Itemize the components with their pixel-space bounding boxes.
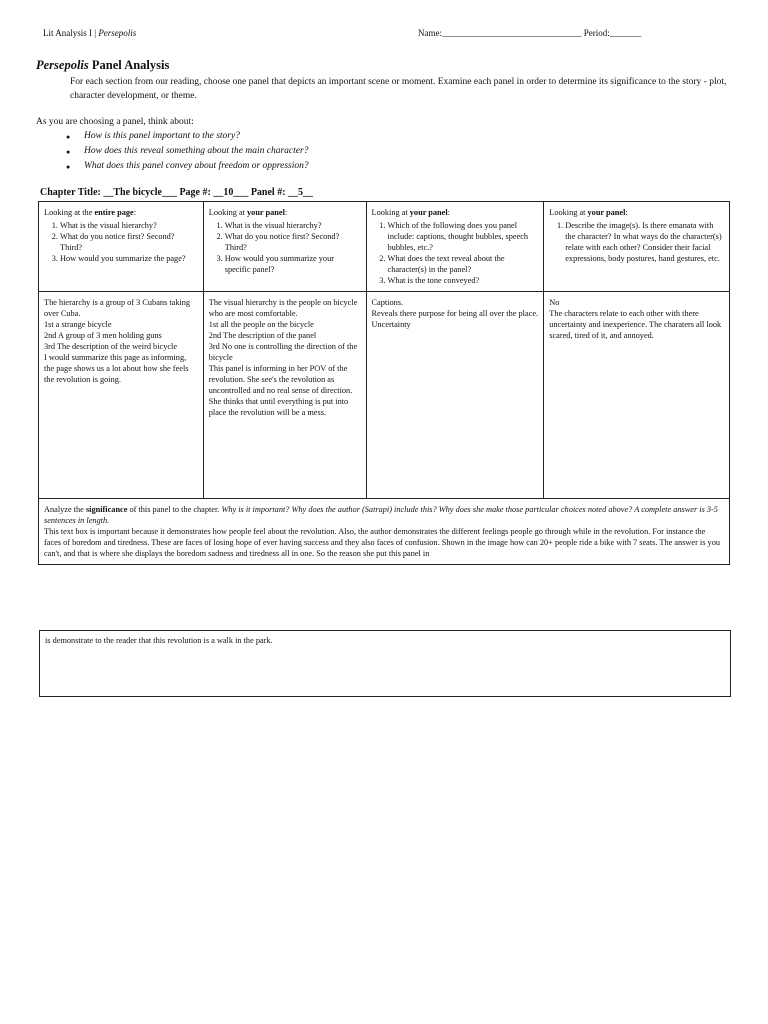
question-cell-panel-image: Looking at your panel: 1. Describe the image(s). Is there emanata with the character? In what ways do the character(s) relate with each other? Consider their facial expressions, body postures, hand gestures, etc.	[544, 202, 730, 292]
bullet-item: ● How is this panel important to the story?	[84, 129, 309, 144]
question-item: 1. What is the visual hierarchy?	[60, 220, 198, 231]
question-item: 1. Which of the following does you panel include: captions, thought bubbles, speech bubbles, etc.?	[388, 220, 539, 253]
header-course: Lit Analysis I | Persepolis	[43, 28, 137, 38]
answer-text: Captions. Reveals there purpose for being all over the place. Uncertainty	[371, 298, 539, 329]
question-item: 2. What do you notice first? Second? Third?	[225, 231, 361, 253]
question-item: 3. How would you summarize the page?	[60, 253, 198, 264]
answer-cell-panel-image[interactable]	[544, 292, 730, 499]
answer-cell-panel-hierarchy[interactable]	[203, 292, 366, 499]
question-item: 1. What is the visual hierarchy?	[225, 220, 361, 231]
question-cell-panel-text: Looking at your panel: 1. Which of the following does you panel include: captions, thought bubbles, speech bubbles, etc.? 2. What does the text reveal about the character(s) in the panel? 3. What is the tone conveyed?	[366, 202, 544, 292]
significance-answer: This text box is important because it demonstrates how people feel about the revolution. Also, the author demonstrates the different feelings people go through while in the revolution. For instance the faces of boredom and tiredness. These are faces of losing hope of ever having success and they also faces of confusion. Shown in the image how can 20+ people ride a bike with 7 seats. The answer is you can't, and that is where she displays the boredom sadness and tiredness all in one. So the reason she put this panel in	[44, 527, 720, 558]
answer-text: The visual hierarchy is the people on bicycle who are most comfortable. 1st all the people on the bicycle 2nd The description of the panel 3rd No one is controlling the direction of the bicycle This panel is informing in her POV of the revolution. She see's the revolution as uncontrolled and no real sense of direction. She thinks that until everything is put into place the revolution will be a mess.	[208, 298, 358, 417]
answer-text: No The characters relate to each other with there uncertainty and inexperience. The charaters all look scared, tired of it, and annoyed.	[549, 298, 722, 340]
header-name-period: Name:_______________________________ Period:_______	[418, 28, 642, 38]
question-item: 1. Describe the image(s). Is there emanata with the character? In what ways do the character(s) relate with each other? Consider their facial expressions, body postures, hand gestures, etc.	[565, 220, 724, 264]
significance-cell[interactable]: Analyze the significance of this panel to the chapter. Why is it important? Why does the author (Satrapi) include this? Why does she make those particular choices noted above? A complete answer is 3-5 sentences in length. This text box is important because it demonstrates how people feel about the revolution. Also, the author demonstrates the different feelings people go through while in the revolution. For instance the faces of boredom and tiredness. These are faces of losing hope of ever having success and they also faces of confusion. Shown in the image how can 20+ people ride a bike with 7 seats. The answer is you can't, and that is where she displays the boredom sadness and tiredness all in one. So the reason she put this panel in	[39, 499, 730, 565]
bullet-item: ● How does this reveal something about the main character?	[84, 144, 309, 159]
question-cell-panel-hierarchy: Looking at your panel: 1. What is the visual hierarchy? 2. What do you notice first? Second? Third? 3. How would you summarize your specific panel?	[203, 202, 366, 292]
page-title: Persepolis Panel Analysis	[36, 58, 170, 72]
answer-cell-panel-text[interactable]	[366, 292, 544, 499]
prompt-bullets	[84, 129, 309, 174]
bullet-item: ● What does this panel convey about freedom or oppression?	[84, 159, 309, 174]
question-item: 2. What do you notice first? Second? Third?	[60, 231, 198, 253]
continuation-box[interactable]	[39, 630, 731, 697]
analysis-table	[38, 201, 730, 565]
continuation-text: is demonstrate to the reader that this revolution is a walk in the park.	[45, 636, 273, 645]
chapter-line: Chapter Title: __The bicycle___ Page #: __10___ Panel #: __5__	[40, 187, 314, 198]
question-cell-entire-page: Looking at the entire page: 1. What is the visual hierarchy? 2. What do you notice first? Second? Third? 3. How would you summarize the page?	[39, 202, 204, 292]
answer-text: The hierarchy is a group of 3 Cubans taking over Cuba. 1st a strange bicycle 2nd A group of 3 men holding guns 3rd The description of the weird bicycle I would summarize this page as informing, the page shows us a lot about how she feels the revolution is going.	[44, 298, 191, 384]
intro-paragraph: For each section from our reading, choose one panel that depicts an important scene or moment. Examine each panel in order to determine its significance to the story - plot, character development, or theme.	[70, 77, 727, 101]
question-item: 3. What is the tone conveyed?	[388, 275, 539, 286]
answer-cell-entire-page[interactable]	[39, 292, 204, 499]
question-item: 2. What does the text reveal about the character(s) in the panel?	[388, 253, 539, 275]
question-item: 3. How would you summarize your specific panel?	[225, 253, 361, 275]
prompt-lead: As you are choosing a panel, think about:	[36, 117, 194, 127]
